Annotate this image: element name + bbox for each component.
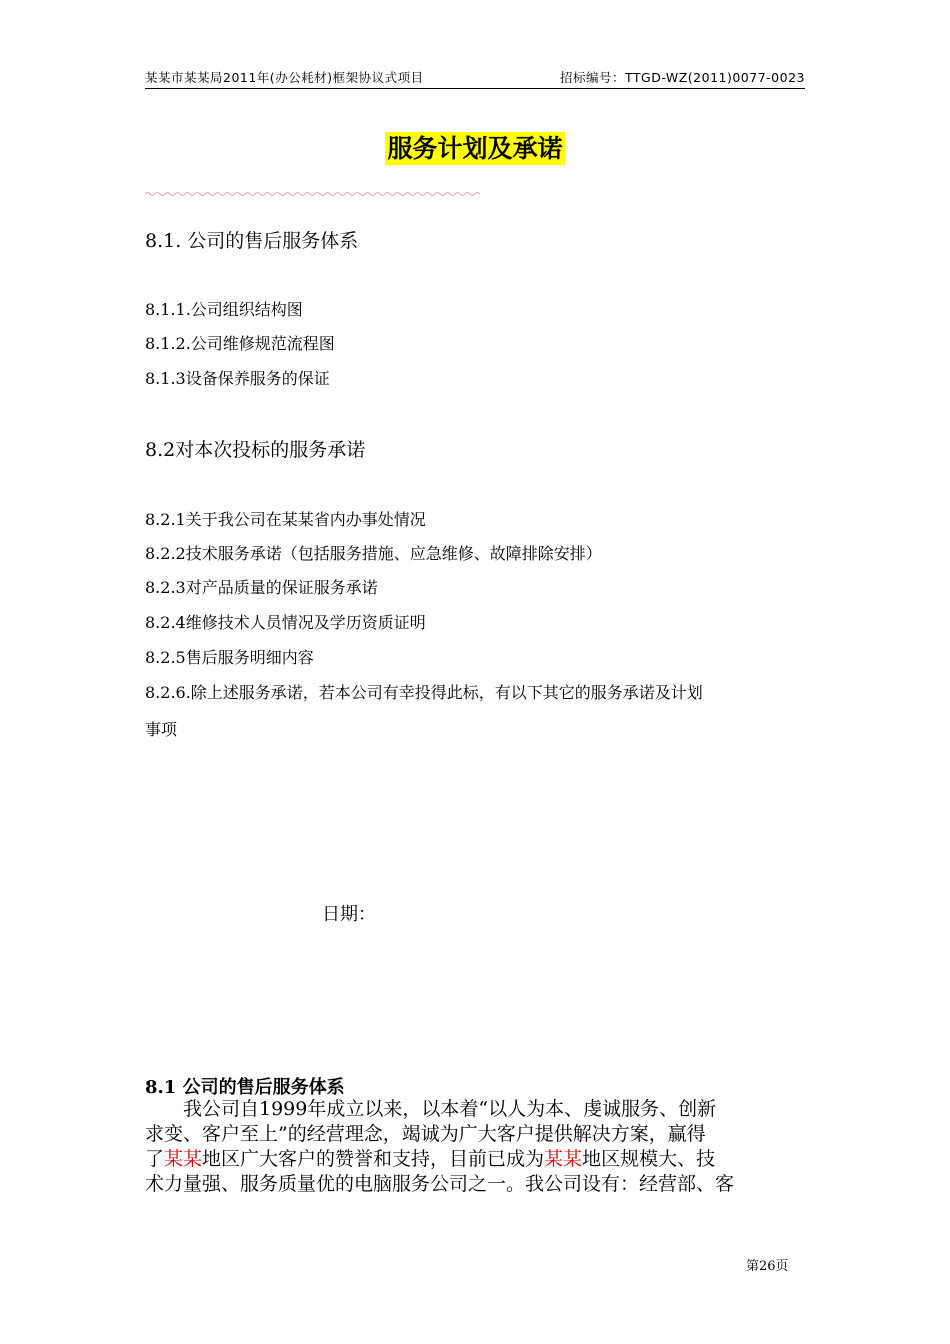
paragraph-line-1: 我公司自1999年成立以来，以本着“以人为本、虔诚服务、创新	[183, 1098, 717, 1120]
toc-item-8-2-5: 8.2.5售后服务明细内容	[145, 648, 314, 667]
title-container	[0, 132, 950, 165]
page-number: 第26页	[746, 1259, 789, 1274]
toc-item-8-2-6: 8.2.6.除上述服务承诺，若本公司有幸投得此标，有以下其它的服务承诺及计划	[145, 683, 703, 702]
highlighted-region-name-1: 某某	[164, 1148, 203, 1170]
section-paragraph	[145, 1097, 810, 1197]
paragraph-line-4: 术力量强、服务质量优的电脑服务公司之一。我公司设有：经营部、客	[145, 1173, 735, 1195]
toc-item-8-1-1: 8.1.1.公司组织结构图	[145, 300, 303, 319]
toc-item-8-2-6-continued: 事项	[145, 720, 178, 739]
toc-heading-8-2: 8.2对本次投标的服务承诺	[145, 439, 366, 461]
page-title: 服务计划及承诺	[387, 134, 563, 163]
paragraph-line-2: 求变、客户至上”的经营理念，竭诚为广大客户提供解决方案，赢得	[145, 1123, 706, 1145]
date-label: 日期：	[322, 904, 376, 925]
highlighted-region-name-2: 某某	[544, 1148, 583, 1170]
toc-item-8-2-1: 8.2.1关于我公司在某某省内办事处情况	[145, 510, 426, 529]
wavy-underline-decoration	[145, 191, 480, 197]
toc-item-8-2-4: 8.2.4维修技术人员情况及学历资质证明	[145, 613, 426, 632]
line3-text-a: 了	[145, 1148, 165, 1170]
toc-item-8-2-3: 8.2.3对产品质量的保证服务承诺	[145, 578, 378, 597]
line3-text-b: 地区广大客户的赞誉和支持，目前已成为	[202, 1148, 545, 1170]
section-heading: 8.1 公司的售后服务体系	[145, 1077, 345, 1098]
toc-item-8-2-2: 8.2.2技术服务承诺（包括服务措施、应急维修、故障排除安排）	[145, 544, 602, 563]
toc-item-8-1-2: 8.1.2.公司维修规范流程图	[145, 334, 335, 353]
toc-item-8-1-3: 8.1.3设备保养服务的保证	[145, 369, 330, 388]
line3-text-c: 地区规模大、技	[582, 1148, 716, 1170]
header-tender-number: 招标编号：TTGD-WZ(2011)0077-0023	[560, 70, 805, 85]
paragraph-line-3	[145, 1147, 810, 1172]
toc-heading-8-1: 8.1. 公司的售后服务体系	[145, 230, 359, 252]
header-project-name: 某某市某某局2011年(办公耗材)框架协议式项目	[145, 70, 424, 85]
page-header	[145, 66, 805, 89]
